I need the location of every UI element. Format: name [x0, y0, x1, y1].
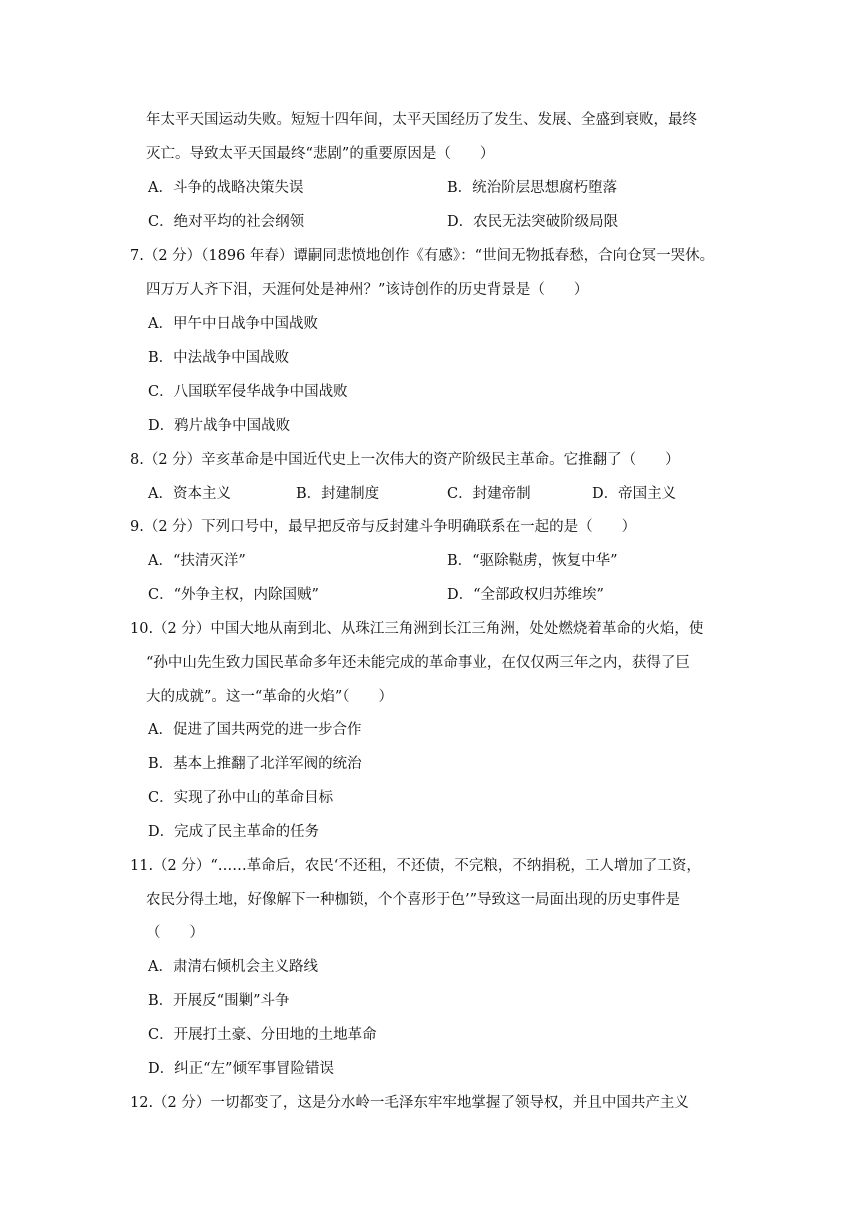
q12-stem-line-1: 12.（2 分）一切都变了，这是分水岭一毛泽东牢牢地掌握了领导权，并且中国共产主义 — [130, 1095, 689, 1111]
q8-stem-line-1: 8.（2 分）辛亥革命是中国近代史上一次伟大的资产阶级民主革命。它推翻了（ ） — [130, 452, 680, 468]
q6-option-c: C．绝对平均的社会纲领 — [148, 214, 305, 230]
q7-option-a: A．甲午中日战争中国战败 — [148, 316, 318, 332]
q8-option-d: D．帝国主义 — [592, 486, 677, 502]
q11-option-d: D．纠正“左”倾军事冒险错误 — [148, 1061, 334, 1077]
q6-option-a: A．斗争的战略决策失误 — [148, 180, 304, 196]
q6-option-b: B．统治阶层思想腐朽堕落 — [447, 180, 618, 196]
q10-stem-line-3: 大的成就”。这一“革命的火焰”（ ） — [146, 689, 393, 705]
q6-stem-line-1: 年太平天国运动失败。短短十四年间，太平天国经历了发生、发展、全盛到衰败，最终 — [146, 112, 697, 128]
q9-option-b: B．“驱除鞑虏，恢复中华” — [447, 553, 618, 569]
q11-stem-line-2: 农民分得土地，好像解下一种枷锁，个个喜形于色’”导致这一局面出现的历史事件是 — [146, 892, 681, 908]
q10-option-a: A．促进了国共两党的进一步合作 — [148, 722, 362, 738]
q9-option-a: A．“扶清灭洋” — [148, 553, 246, 569]
q7-stem-line-2: 四万万人齐下泪，天涯何处是神州？”该诗创作的历史背景是（ ） — [146, 282, 589, 298]
q11-option-b: B．开展反“围剿”斗争 — [148, 993, 290, 1009]
q10-option-b: B．基本上推翻了北洋军阀的统治 — [148, 756, 362, 772]
q8-option-b: B．封建制度 — [296, 486, 380, 502]
q10-stem-line-1: 10.（2 分）中国大地从南到北、从珠江三角洲到长江三角洲，处处燃烧着革命的火焰，使 — [130, 621, 704, 637]
q8-option-a: A．资本主义 — [148, 486, 231, 502]
q10-option-d: D．完成了民主革命的任务 — [148, 824, 320, 840]
q9-option-d: D．“全部政权归苏维埃” — [447, 587, 604, 603]
q11-stem-line-3: （ ） — [146, 925, 204, 941]
q7-option-c: C．八国联军侵华战争中国战败 — [148, 384, 348, 400]
q11-option-c: C．开展打土豪、分田地的土地革命 — [148, 1027, 377, 1043]
q9-option-c: C．“外争主权，内除国贼” — [148, 587, 319, 603]
q8-option-c: C．封建帝制 — [447, 486, 531, 502]
q9-stem-line-1: 9.（2 分）下列口号中，最早把反帝与反封建斗争明确联系在一起的是（ ） — [130, 519, 637, 535]
q6-stem-line-2: 灭亡。导致太平天国最终“悲剧”的重要原因是（ ） — [146, 146, 495, 162]
q10-stem-line-2: “孙中山先生致力国民革命多年还未能完成的革命事业，在仅仅两三年之内，获得了巨 — [146, 655, 690, 671]
q7-option-b: B．中法战争中国战败 — [148, 350, 290, 366]
q10-option-c: C．实现了孙中山的革命目标 — [148, 790, 334, 806]
q7-option-d: D．鸦片战争中国战败 — [148, 418, 291, 434]
q11-option-a: A．肃清右倾机会主义路线 — [148, 959, 318, 975]
q7-stem-line-1: 7.（2 分）（1896 年春）谭嗣同悲愤地创作《有感》：“世间无物抵春愁，合向仓冥一哭休。 — [130, 248, 715, 264]
q6-option-d: D．农民无法突破阶级局限 — [447, 214, 619, 230]
q11-stem-line-1: 11.（2 分）“……革命后，农民‘不还租，不还债，不完粮，不纳捐税，工人增加了工资， — [130, 858, 701, 874]
